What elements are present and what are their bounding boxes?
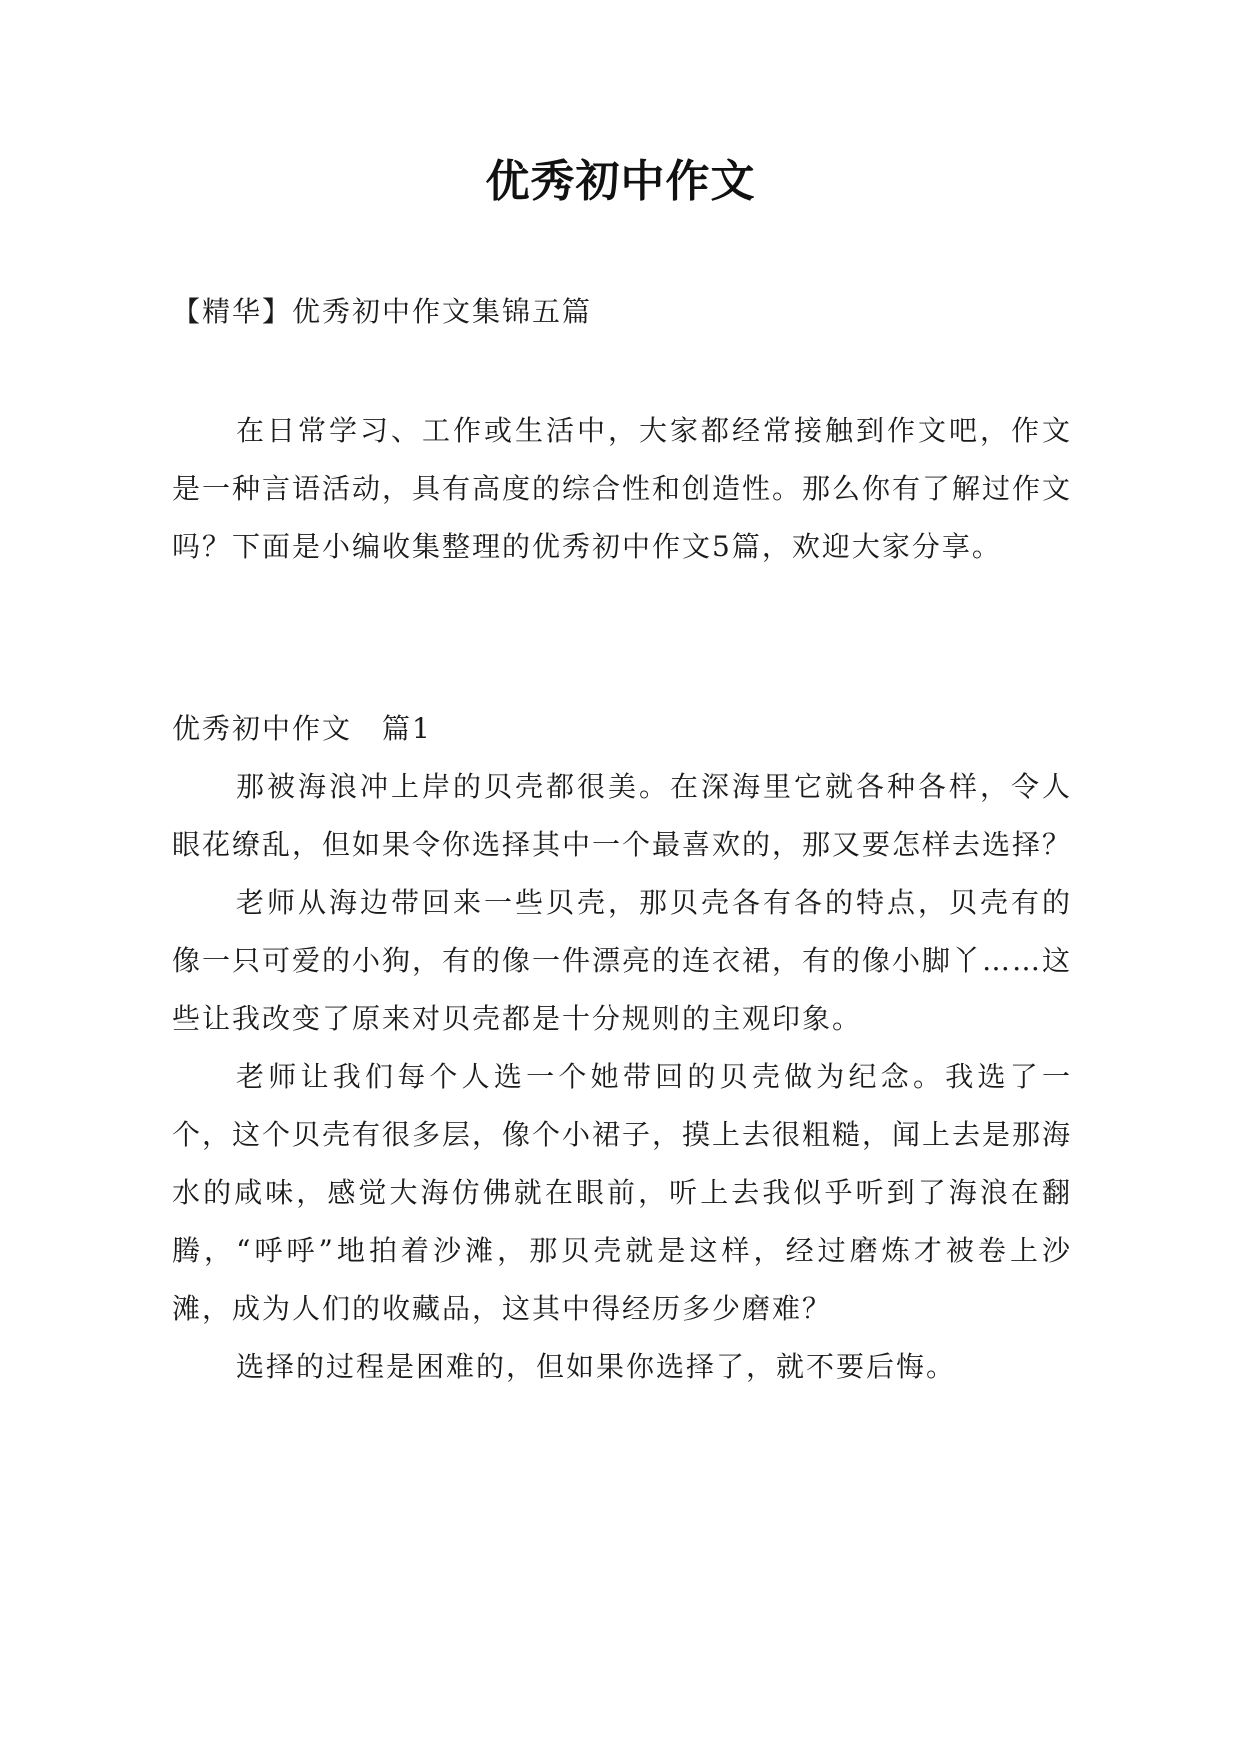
- essay-paragraph-1: 那被海浪冲上岸的贝壳都很美。在深海里它就各种各样，令人眼花缭乱，但如果令你选择其中一个最喜欢的，那又要怎样去选择？: [172, 770, 1073, 861]
- essay-paragraph-2: 老师从海边带回来一些贝壳，那贝壳各有各的特点，贝壳有的像一只可爱的小狗，有的像一件漂亮的连衣裙，有的像小脚丫……这些让我改变了原来对贝壳都是十分规则的主观印象。: [172, 886, 1073, 1035]
- document-title: 优秀初中作文: [485, 156, 756, 207]
- essay-paragraph-4: 选择的过程是困难的，但如果你选择了，就不要后悔。: [236, 1350, 957, 1383]
- intro-paragraph: 在日常学习、工作或生活中，大家都经常接触到作文吧，作文是一种言语活动，具有高度的综合性和创造性。那么你有了解过作文吗？下面是小编收集整理的优秀初中作文5篇，欢迎大家分享。: [172, 414, 1073, 563]
- essay-paragraph-3: 老师让我们每个人选一个她带回的贝壳做为纪念。我选了一个，这个贝壳有很多层，像个小裙子，摸上去很粗糙，闻上去是那海水的咸味，感觉大海仿佛就在眼前，听上去我似乎听到了海浪在翻腾，“呼呼”地拍着沙滩，那贝壳就是这样，经过磨炼才被卷上沙滩，成为人们的收藏品，这其中得经历多少磨难？: [172, 1060, 1073, 1325]
- intro-block: [172, 402, 1072, 576]
- essay-section-1: [172, 700, 1072, 1396]
- document-subtitle: 【精华】优秀初中作文集锦五篇: [172, 295, 593, 328]
- section-heading: 优秀初中作文 篇1: [172, 712, 432, 745]
